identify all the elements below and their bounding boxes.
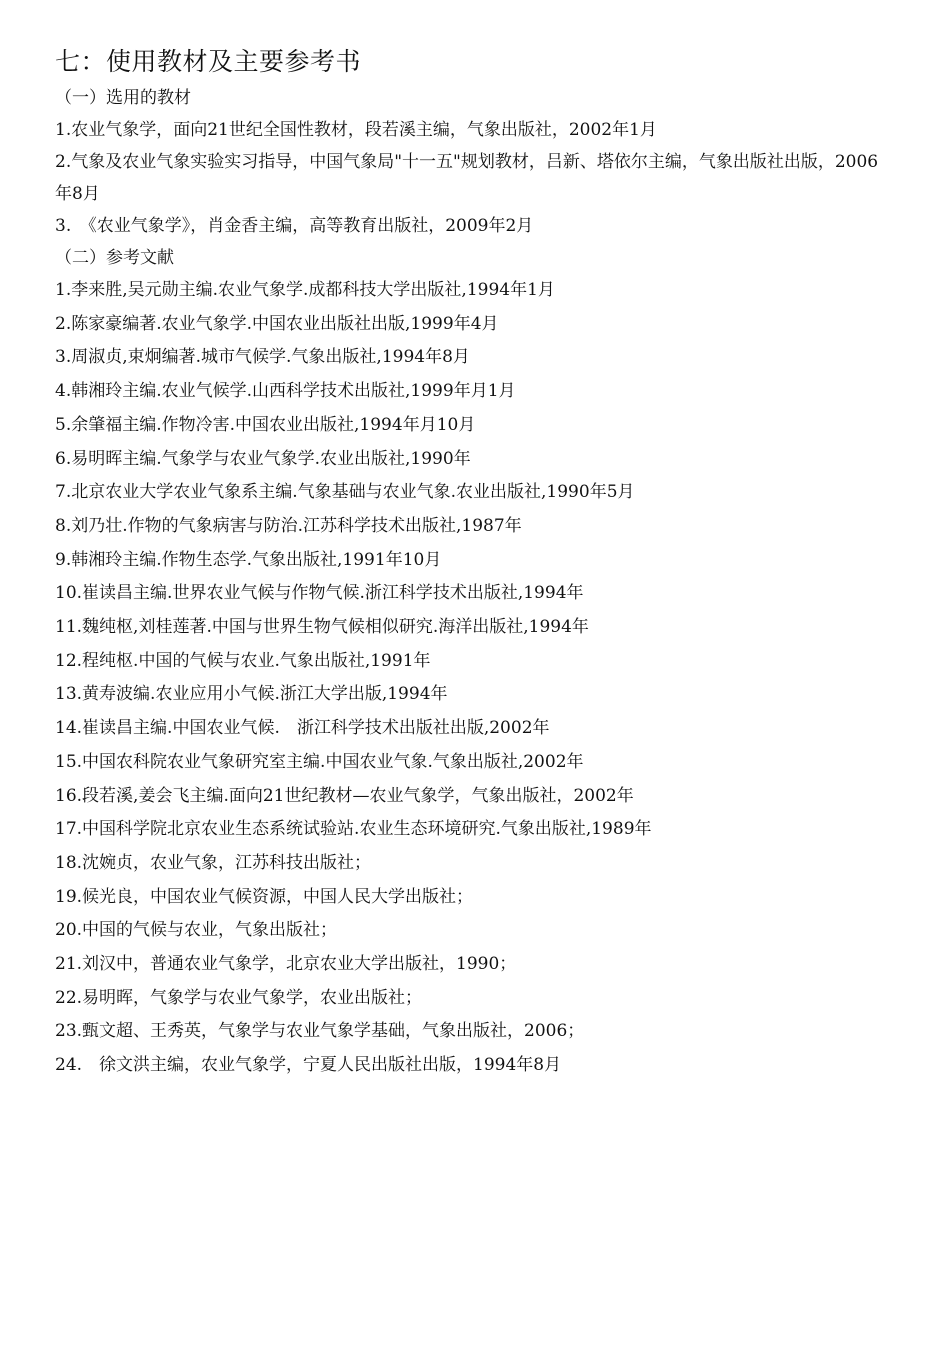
reference-item: 8.刘乃壮.作物的气象病害与防治.江苏科学技术出版社,1987年 bbox=[55, 515, 522, 536]
reference-item: 11.魏纯枢,刘桂莲著.中国与世界生物气候相似研究.海洋出版社,1994年 bbox=[55, 617, 589, 638]
reference-item: 7.北京农业大学农业气象系主编.气象基础与农业气象.农业出版社,1990年5月 bbox=[55, 482, 635, 503]
reference-item: 12.程纯枢.中国的气候与农业.气象出版社,1991年 bbox=[55, 650, 431, 671]
reference-item: 21.刘汉中，普通农业气象学，北京农业大学出版社，1990； bbox=[55, 954, 517, 975]
reference-item: 22.易明晖，气象学与农业气象学，农业出版社； bbox=[55, 987, 423, 1008]
references-heading: （二）参考文献 bbox=[55, 248, 174, 268]
references-section bbox=[55, 242, 895, 1083]
reference-item: 16.段若溪,姜会飞主编.面向21世纪教材—农业气象学，气象出版社，2002年 bbox=[55, 785, 634, 806]
section-title: 七：使用教材及主要参考书 bbox=[55, 47, 362, 76]
reference-item: 1.李来胜,吴元勋主编.农业气象学.成都科技大学出版社,1994年1月 bbox=[55, 280, 555, 300]
reference-item: 9.韩湘玲主编.作物生态学.气象出版社,1991年10月 bbox=[55, 549, 442, 570]
reference-item: 24. 徐文洪主编，农业气象学，宁夏人民出版社出版，1994年8月 bbox=[55, 1055, 562, 1076]
reference-item: 20.中国的气候与农业，气象出版社； bbox=[55, 920, 338, 941]
reference-item: 13.黄寿波编.农业应用小气候.浙江大学出版,1994年 bbox=[55, 684, 448, 705]
reference-item: 6.易明晖主编.气象学与农业气象学.农业出版社,1990年 bbox=[55, 448, 471, 469]
textbook-item: 1.农业气象学，面向21世纪全国性教材，段若溪主编，气象出版社，2002年1月 bbox=[55, 120, 657, 140]
textbook-item: 2.气象及农业气象实验实习指导，中国气象局"十一五"规划教材，吕新、塔依尔主编，气象出版社出版，2006年8月 bbox=[55, 152, 879, 204]
reference-item: 14.崔读昌主编.中国农业气候. 浙江科学技术出版社出版,2002年 bbox=[55, 718, 550, 739]
reference-item: 5.余肇福主编.作物冷害.中国农业出版社,1994年月10月 bbox=[55, 414, 476, 435]
textbooks-section bbox=[55, 82, 895, 242]
reference-item: 23.甄文超、王秀英，气象学与农业气象学基础，气象出版社，2006； bbox=[55, 1021, 585, 1042]
reference-item: 19.候光良，中国农业气候资源，中国人民大学出版社； bbox=[55, 886, 474, 907]
document-page bbox=[55, 44, 895, 1083]
textbook-item: 3. 《农业气象学》，肖金香主编，高等教育出版社，2009年2月 bbox=[55, 216, 534, 236]
reference-item: 2.陈家豪编著.农业气象学.中国农业出版社出版,1999年4月 bbox=[55, 313, 499, 334]
reference-item: 18.沈婉贞，农业气象，江苏科技出版社； bbox=[55, 852, 372, 873]
reference-item: 4.韩湘玲主编.农业气候学.山西科学技术出版社,1999年月1月 bbox=[55, 381, 516, 402]
reference-item: 10.崔读昌主编.世界农业气候与作物气候.浙江科学技术出版社,1994年 bbox=[55, 583, 584, 604]
reference-item: 3.周淑贞,束炯编著.城市气候学.气象出版社,1994年8月 bbox=[55, 347, 470, 368]
reference-item: 15.中国农科院农业气象研究室主编.中国农业气象.气象出版社,2002年 bbox=[55, 751, 584, 772]
reference-item: 17.中国科学院北京农业生态系统试验站.农业生态环境研究.气象出版社,1989年 bbox=[55, 819, 652, 840]
textbooks-heading: （一）选用的教材 bbox=[55, 88, 191, 108]
